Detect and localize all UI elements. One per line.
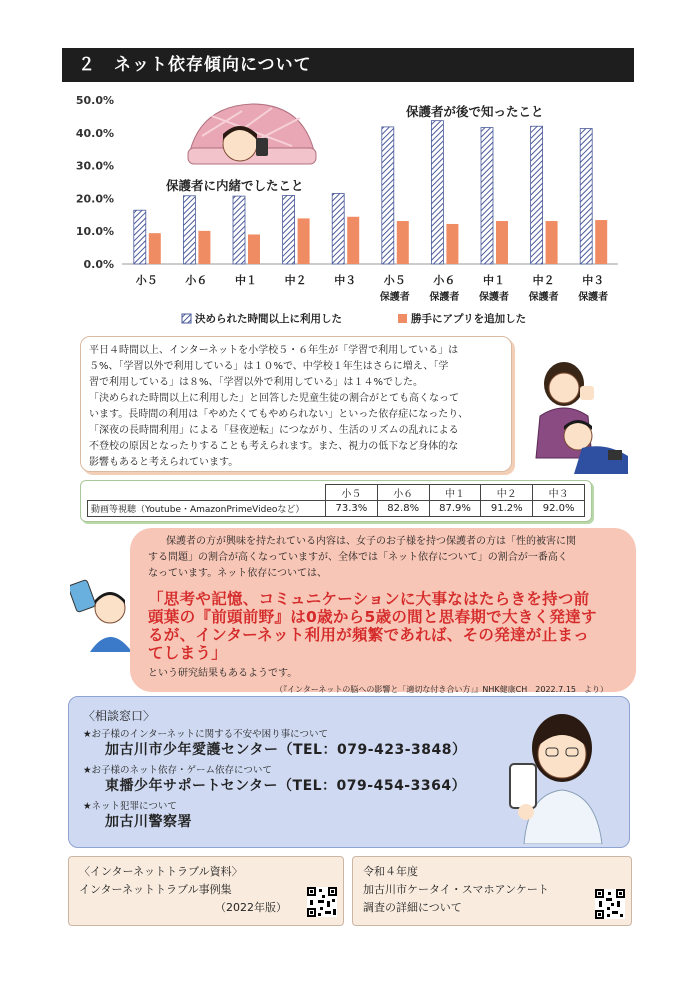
note-line: 「決められた時間以上に利用した」と回答した児童生徒の割合がとても高くなって	[89, 393, 459, 404]
table-cell: 82.8%	[377, 501, 429, 517]
x-tick-label: 小５	[135, 274, 158, 287]
y-tick-label: 10.0%	[75, 225, 114, 239]
bar-time-overuse	[382, 127, 394, 264]
x-tick-label: 中１	[483, 274, 505, 287]
video-viewing-table	[80, 480, 592, 522]
x-tick-label: 保護者	[479, 292, 509, 303]
legend-swatch-time-overuse	[182, 314, 191, 323]
x-tick-label: 保護者	[528, 292, 559, 303]
bar-time-overuse	[283, 195, 295, 264]
consult-desc: ★お子様のインターネットに関する不安や困り事について	[83, 729, 328, 740]
table-header-cell: 小５	[326, 485, 378, 501]
note-line: います。長時間の利用は「やめたくてもやめられない」といった依存症になったり、	[89, 409, 469, 420]
note-usage-hours	[80, 336, 512, 472]
resource-title: 加古川市ケータイ・スマホアンケート	[363, 883, 549, 896]
bar-app-added	[446, 224, 458, 264]
bar-time-overuse	[580, 129, 592, 264]
note-line: ５%、「学習以外で利用している」は１０%で、中学校１年生はさらに増え、「学	[89, 361, 449, 372]
counselor-illustration	[504, 706, 624, 844]
bar-app-added	[298, 218, 310, 264]
bar-app-added	[496, 221, 508, 264]
bar-app-added	[595, 220, 607, 264]
intro-line: する問題」の割合が高くなっていますが、全体では「ネット依存について」の割合が一番高く	[148, 552, 568, 563]
child-in-bed-illustration	[182, 96, 322, 171]
mother-child-illustration	[526, 356, 630, 474]
bar-time-overuse	[233, 196, 245, 264]
source-citation: （『インターネットの脳への影響と「適切な付き合い方」』NHK健康CH 2022.7.15 より）	[275, 685, 608, 694]
bar-app-added	[546, 221, 558, 264]
quote-line: るが、インターネット利用が頻繁であれば、その発達が止まっ	[148, 626, 590, 644]
legend-label: 勝手にアプリを追加した	[411, 313, 527, 325]
quote-followup: という研究結果もあるようです。	[148, 668, 298, 679]
bar-app-added	[347, 217, 359, 264]
note-line: 習で利用している」は８%、「学習以外で利用している」は１４%でした。	[89, 377, 424, 388]
resource-year: 令和４年度	[363, 865, 418, 878]
intro-line: なっています。ネット依存については、	[148, 568, 327, 579]
resource-subtitle: 調査の詳細について	[363, 901, 462, 914]
x-tick-label: 保護者	[578, 292, 609, 303]
quote-line: てしまう」	[148, 644, 228, 662]
bar-time-overuse	[481, 128, 493, 264]
note-line: 平日４時間以上、インターネットを小学校５・６年生が「学習で利用している」は	[89, 345, 459, 356]
legend-label: 決められた時間以上に利用した	[195, 313, 342, 325]
qr-code-icon[interactable]	[595, 889, 625, 919]
bar-app-added	[397, 221, 409, 264]
y-tick-label: 40.0%	[75, 126, 114, 140]
x-tick-label: 中３	[582, 274, 605, 287]
x-tick-label: 小６	[433, 274, 456, 287]
resource-edition: （2022年版）	[215, 901, 287, 914]
intro-line: 保護者の方が興味を持たれている内容は、女子のお子様を持つ保護者の方は「性的被害に関	[166, 536, 576, 547]
bar-chart	[62, 86, 634, 336]
x-tick-label: 保護者	[429, 292, 460, 303]
consult-org: 加古川市少年愛護センター（TEL：079-423-3848）	[105, 742, 467, 758]
bar-time-overuse	[332, 193, 344, 264]
resource-title: インターネットトラブル事例集	[79, 883, 232, 896]
legend-swatch-app-added	[398, 314, 407, 323]
annotation-secret: 保護者に内緒でしたこと	[166, 178, 304, 193]
consult-org: 東播少年サポートセンター（TEL：079-454-3364）	[105, 778, 467, 794]
y-tick-label: 0.0%	[83, 258, 114, 271]
bar-app-added	[198, 231, 210, 264]
quote-line: 「思考や記憶、コミュニケーションに大事なはたらきを持つ前	[148, 590, 590, 608]
y-tick-label: 20.0%	[75, 192, 114, 206]
table-cell: 73.3%	[326, 501, 378, 517]
qr-code-icon[interactable]	[307, 887, 337, 917]
section-title: ２ ネット依存傾向について	[62, 48, 634, 82]
resource-trouble-cases[interactable]	[68, 856, 344, 926]
note-line: 「深夜の長時間利用」による「昼夜逆転」につながり、生活のリズムの乱れによる	[89, 425, 459, 436]
note-parent-concerns	[130, 528, 636, 692]
x-tick-label: 中３	[334, 274, 357, 287]
table-cell: 91.2%	[481, 501, 533, 517]
x-tick-label: 中２	[284, 274, 307, 287]
child-with-tablet-illustration	[70, 578, 136, 658]
y-tick-label: 30.0%	[75, 159, 114, 173]
quote-line: 頭葉の『前頭前野』は0歳から5歳の間と思春期で大きく発達す	[148, 608, 597, 626]
x-tick-label: 中２	[532, 274, 555, 287]
x-tick-label: 小６	[185, 274, 208, 287]
resource-survey-details[interactable]	[352, 856, 632, 926]
table-row-label: 動画等視聴（Youtube・AmazonPrimeVideoなど）	[88, 501, 326, 517]
bar-time-overuse	[431, 121, 443, 264]
table-header-cell: 中１	[429, 485, 481, 501]
x-tick-label: 小５	[383, 274, 406, 287]
table-cell: 92.0%	[533, 501, 585, 517]
table-header-cell: 小６	[377, 485, 429, 501]
resource-heading: 〈インターネットトラブル資料〉	[79, 865, 243, 878]
consult-title: 〈相談窓口〉	[83, 709, 156, 723]
bar-time-overuse	[134, 210, 146, 264]
x-tick-label: 中１	[235, 274, 257, 287]
note-line: 不登校の原因となったりすることも考えられます。また、視力の低下など身体的な	[89, 441, 459, 452]
table-header-cell: 中３	[533, 485, 585, 501]
bar-time-overuse	[531, 126, 543, 264]
table-header-cell: 中２	[481, 485, 533, 501]
research-quote	[148, 590, 626, 662]
y-tick-label: 50.0%	[75, 94, 114, 107]
chart-svg	[62, 86, 634, 336]
consult-org: 加古川警察署	[105, 814, 192, 830]
x-tick-label: 保護者	[379, 292, 410, 303]
consult-desc: ★ネット犯罪について	[83, 801, 177, 812]
bar-app-added	[248, 234, 260, 264]
bar-app-added	[149, 233, 161, 264]
note-line: 影響もあると考えられています。	[89, 457, 239, 468]
table-corner	[88, 485, 326, 501]
annotation-parents-knew: 保護者が後で知ったこと	[406, 104, 544, 119]
bar-time-overuse	[183, 196, 195, 264]
table-cell: 87.9%	[429, 501, 481, 517]
consult-desc: ★お子様のネット依存・ゲーム依存について	[83, 765, 272, 776]
